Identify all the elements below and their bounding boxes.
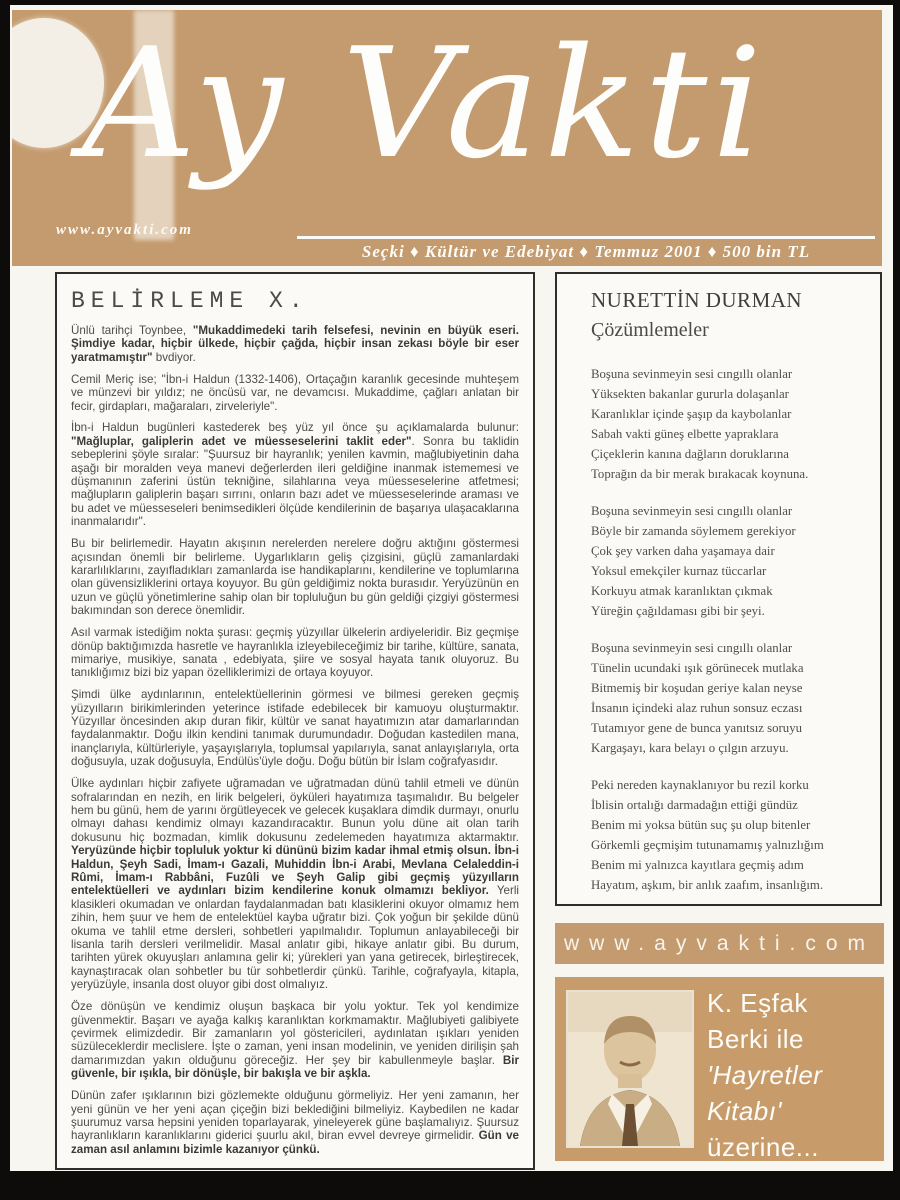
poem-line: Boşuna sevinmeyin sesi cıngıllı olanlar: [591, 367, 793, 381]
promo-box: [555, 977, 884, 1161]
poem-box: [555, 272, 882, 906]
article-paragraph: [71, 537, 519, 617]
article-paragraph: [71, 626, 519, 680]
article-text: . Sonra bu taklidin sebeplerini şöyle sıralar: "Şuursuz bir hayranlık; yenilen kavmin, mağlubiyetinin daha aşağı bir moralden veya manevi değerlerden ileri geldiğine inanmak istememesi ve düşmanının zaferini üstün tekniğine, silahlarına veya müesseselerine atfetmesi; mağlupların galiplerin başarı sırrını, onların bazı adet ve müesseselerinde araması ve bu adet ve müesseseleri benimsedikleri ölçüde kendilerinin de başarıya ulaşacaklarına inanmalarıdır".: [71, 434, 519, 529]
magazine-title: Ay Vakti: [82, 15, 767, 192]
masthead-divider: [297, 236, 875, 239]
promo-line: Berki ile: [707, 1024, 804, 1054]
promo-line: üzerine...: [707, 1132, 819, 1162]
scan-bottom-edge: [10, 1171, 900, 1187]
poem-line: Bitmemiş bir koşudan geriye kalan neyse: [591, 681, 803, 695]
masthead: [12, 10, 882, 266]
article-text: Ülke aydınları hiçbir zafiyete uğramadan ve uğratmadan dünü tahlil etmeli ve dünün sofralarından en nezih, en lirik belgeleri, öyküleri hayatımıza taşımalıdır. Bu belgeler hem bu günü, hem de yarını örgütleyecek ve gelecek kuşaklara dimdik durmayı, onurlu olmayı dahası kendimiz olmayı kazandıracaktır. Bunun yolu düne ait olan tarih dokusunu hiç bozmadan, kimlik dokusunu zedelemeden hayatımıza aktarmaktır.: [71, 777, 519, 844]
poem-line: Yoksul emekçiler kurnaz tüccarlar: [591, 564, 767, 578]
article-text: Yerli klasikleri okumadan ve onlardan faydalanmadan batı klasiklerini okuyor olmamız hem zihin, hem şuur ve hem de entelektüel kayba uğratır bizi. Çok yoğun bir şekilde dünü okuma ve tahlil etme dersleri, sohbetleri yapılmalıdır. Toplumun anlayabileceği bir lisanla tarih dersleri verilmelidir. Masal anlatır gibi, hikaye anlatır gibi. Bu durum, tarihten yürek okuyuşları anlamına gelir ki; yürekleri yan yana getirecek, birleştirecek, kaynaştıracak olan sohbetler bu tür sohbetlerdir çünkü. Tarihle, coğrafyayla, kitapla, yeryüzüyle, insanla dost oluyor gibi dost olmalıyız.: [71, 884, 519, 992]
poem-stanza: [591, 501, 864, 621]
poem-line: Benim mi yalnızca kayıtlara geçmiş adım: [591, 858, 804, 872]
poem-stanza: [591, 638, 864, 758]
poem-line: Böyle bir zamanda söylemem gerekiyor: [591, 524, 796, 538]
article-text: bvdiyor.: [152, 350, 196, 364]
article-paragraph: [71, 1000, 519, 1080]
poem-line: Görkemli geçmişim tutunamamış yalnızlığım: [591, 838, 824, 852]
article-text: Şimdi ülke aydınlarının, entelektüellerinin görmesi ve bilmesi gereken geçmiş yüzyılların birikimlerinden yeterince istifade edebilecek bir kamuoyu oluşturmaktır. Yüzyıllar öncesinden akıp duran fikir, kültür ve sanat hayatımızın atar damarlarından faydalanmaktır. Doğu ilkin kendini tanımak durumundadır. Doğudan kastedilen mana, inançlarıyla, kültürleriyle, yaşayışlarıyla, toplumsal yapılarıyla, sanat anlayışlarıyla, orta doğusuyla, uzak doğusuyla, Endülüs'üyle doğu. Doğu bütün bir İslam coğrafyasıdır.: [71, 688, 519, 769]
masthead-subtitle: Seçki ♦ Kültür ve Edebiyat ♦ Temmuz 2001 ♦ 500 bin TL: [361, 242, 811, 261]
article-body: [71, 324, 519, 1156]
poem-line: Kargaşayı, kara belayı o çılgın arzuyu.: [591, 741, 789, 755]
poem-line: Hayatım, aşkım, bir anlık zaafım, insanlığım.: [591, 878, 824, 892]
portrait-photo: [566, 990, 694, 1148]
article-paragraph: [71, 777, 519, 992]
article-bold-text: Gün ve zaman asıl anlamını bizimle kazanıyor çünkü.: [71, 1129, 519, 1156]
promo-line: K. Eşfak: [707, 988, 808, 1018]
poem-line: Çok şey varken daha yaşamaya dair: [591, 544, 775, 558]
poem-line: Toprağın da bir merak bırakacak koynuna.: [591, 467, 809, 481]
poem-line: Yüksekten bakanlar gururla dolaşanlar: [591, 387, 789, 401]
url-banner: [555, 923, 884, 964]
poem-line: Çiçeklerin kanına dağların doruklarına: [591, 447, 789, 461]
article-paragraph: [71, 688, 519, 768]
article-text: Ünlü tarihçi Toynbee,: [71, 324, 193, 337]
article-bold-text: Yeryüzünde hiçbir topluluk yoktur ki dününü bizim kadar ihmal etmiş olsun. İbn-i Haldun, Şeyh Sadi, İmam-ı Gazali, Muhiddin İbn-i Arabi, Mevlana Celaleddin-i Rûmi, İmam-ı Rabbâni, Fuzûli ve Şeyh Galip gibi geçmiş yüzyılların entelektüelleri ve aydınları bizim kendilerine konuk olmamızı bekliyor.: [71, 844, 519, 898]
article-text: Asıl varmak istediğim nokta şurası: geçmiş yüzyıllar ülkelerin ardiyeleridir. Biz geçmişe dönüp baktığımızda hasretle ve hayranlıkla izleyebileceğimiz bir tarihe, kültüre, sanata, mimariye, musikiye, sanata , edebiyata, şiire ve sosyal hayata tanık oluyoruz. Bu tanıklığımız bizi biz yapan özelliklerimizi de ortaya koyuyor.: [71, 626, 519, 680]
poem-line: Boşuna sevinmeyin sesi cıngıllı olanlar: [591, 641, 793, 655]
poem-title: Çözümlemeler: [591, 319, 709, 341]
poem-line: Boşuna sevinmeyin sesi cıngıllı olanlar: [591, 504, 793, 518]
poem-line: Peki nereden kaynaklanıyor bu rezil korku: [591, 778, 809, 792]
poem-line: Yüreğin çağıldaması gibi bir şeyi.: [591, 604, 765, 618]
promo-line: Kitabı': [707, 1096, 782, 1126]
poem-line: İnsanın içindeki alaz ruhun sonsuz eczası: [591, 701, 803, 715]
poem-line: Sabah vakti güneş elbette yapraklara: [591, 427, 779, 441]
article-text: Bu bir belirlemedir. Hayatın akışının nerelerden nerelere doğru aktığını göstermesi açısından önemli bir belirleme. Uygarlıkların geliş çizgisini, güçlü zamanlardaki kararlılıklarını, zayıfladıkları zamanlarda ise handikaplarını, kendilerine ve toplumlarına olan güvensizliklerini ortaya koyuyor. Bu gün geldiğimiz nokta burasıdır. Yeryüzünün en uzun ve güçlü yönetimlerine sahip olan bir topluluğun bu gün geldiği çizgiyi göstermesi bakımından son derece önemlidir.: [71, 537, 519, 618]
promo-line: 'Hayretler: [707, 1060, 823, 1090]
article-text: Dünün zafer ışıklarının bizi gözlemekte olduğunu görmeliyiz. Her yeni zamanın, her yeni günün ve her yeni açan çiçeğin bizi beklediğini bilmeliyiz. Kaybedilen ne kadar şuurumuz varsa hepsini yeniden toparlayarak, yineleyerek güne başlamalıyız. Şuursuz hayranlıkların karanlıklarını giderici şuurlu akıl, biran evvel devreye girmelidir.: [71, 1089, 519, 1143]
poem-line: Benim mi yoksa bütün suç şu olup bitenler: [591, 818, 811, 832]
promo-text: [707, 985, 822, 1165]
masthead-url: www.ayvakti.com: [56, 222, 193, 238]
poem-author: NURETTİN DURMAN: [591, 288, 803, 312]
poem-line: Tünelin ucundaki ışık görünecek mutlaka: [591, 661, 804, 675]
article-paragraph: [71, 373, 519, 413]
article-paragraph: [71, 324, 519, 364]
article-text: Cemil Meriç ise; "İbn-i Haldun (1332-1406), Ortaçağın karanlık gecesinde muhteşem ve münzevi bir yıldız; ne öncüsü var, ne devamcısı. Mukaddime, çağları anlatan bir fecir, girdapları, mağaraları, zirveleriyle".: [71, 372, 519, 413]
article-paragraph: [71, 421, 519, 528]
poem-line: Tutamıyor gene de bunca yanıtsız soruyu: [591, 721, 802, 735]
article-text: İbn-i Haldun bugünleri kastederek beş yüz yıl önce şu açıklamalarda bulunur:: [71, 421, 519, 435]
poem-body: [591, 364, 864, 895]
article-bold-text: "Mukaddimedeki tarih felsefesi, nevinin en büyük eseri. Şimdiye kadar, hiçbir ülkede, hiçbir çağda, hiçbir insan zekası böyle bir eser yaratmamıştır": [71, 324, 520, 364]
article-bold-text: Bir güvenle, bir ışıkla, bir dönüşle, bir bakışla ve bir aşkla.: [71, 1053, 519, 1081]
poem-line: Karanlıklar içinde şaşıp da kaybolanlar: [591, 407, 792, 421]
magazine-page: [10, 5, 894, 1187]
article-paragraph: [71, 1089, 519, 1156]
article-title: BELİRLEME X.: [71, 288, 309, 314]
poem-line: İblisin ortalığı darmadağın ettiği gündüz: [591, 798, 798, 812]
portrait-illustration: [568, 992, 692, 1146]
poem-stanza: [591, 775, 864, 895]
scan-right-edge: [893, 0, 900, 1200]
url-banner-text: www.ayvakti.com: [563, 931, 876, 955]
scan-top-edge: [0, 0, 900, 5]
poem-line: Korkuyu atmak karanlıktan çıkmak: [591, 584, 773, 598]
poem-stanza: [591, 364, 864, 484]
article-box: [55, 272, 535, 1170]
article-text: Öze dönüşün ve kendimiz oluşun başkaca bir yolu yoktur. Tek yol kendimize güvenmektir. Başarı ve ayağa kalkış karanlıktan korkmamaktır. Mağlubiyeti galibiyete çevirmek elimizdedir. Bir zamanların yol göstericileri, aydınlatan ışıkları yeniden süzüleceklerdir meclislere. İşte o zaman, yeni insan modelinin, ve yeniden dirilişin şah damarımızdan yakın olduğunu göreceğiz. Her şey bir kabullenmeyle başlar.: [71, 1000, 519, 1067]
article-bold-text: "Mağluplar, galiplerin adet ve müesseselerini taklit eder": [71, 434, 412, 448]
